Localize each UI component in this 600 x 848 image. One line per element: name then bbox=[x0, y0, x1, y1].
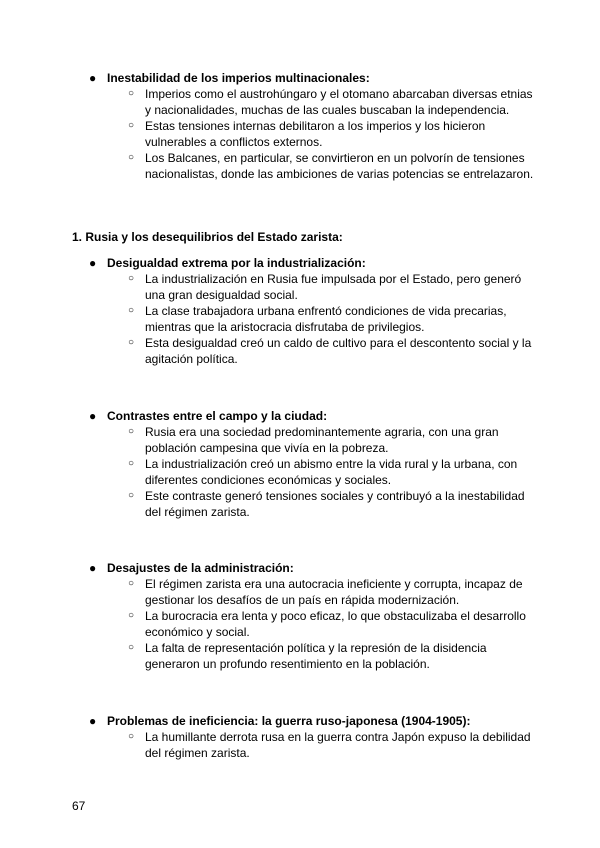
item-text: La falta de representación política y la represión de la disidencia generaron un profundo resentimiento en la población. bbox=[145, 641, 487, 671]
list-item bbox=[0, 271, 600, 303]
list-item bbox=[0, 729, 600, 761]
list-item bbox=[0, 456, 600, 488]
list-item bbox=[0, 335, 600, 367]
sub-bullet-icon: ○ bbox=[128, 88, 135, 99]
list-item bbox=[0, 488, 600, 520]
list-item bbox=[0, 576, 600, 608]
list-item bbox=[0, 303, 600, 335]
bullet-heading bbox=[0, 713, 600, 729]
section-title: Desajustes de la administración: bbox=[107, 561, 294, 575]
bullet-heading bbox=[0, 560, 600, 576]
item-text: Los Balcanes, en particular, se convirtieron en un polvorín de tensiones nacionalistas, donde las ambiciones de varias potencias se entrelazaron. bbox=[145, 151, 534, 181]
section-desigualdad bbox=[0, 255, 600, 367]
list-item bbox=[0, 86, 600, 118]
item-text: La clase trabajadora urbana enfrentó condiciones de vida precarias, mientras que la aristocracia disfrutaba de privilegios. bbox=[145, 304, 507, 334]
bullet-icon: ● bbox=[89, 561, 97, 575]
sub-bullet-icon: ○ bbox=[128, 426, 135, 437]
item-text: Imperios como el austrohúngaro y el otomano abarcaban diversas etnias y nacionalidades, muchas de las cuales buscaban la independencia. bbox=[145, 87, 533, 117]
section-title: Problemas de ineficiencia: la guerra ruso-japonesa (1904-1905): bbox=[107, 714, 471, 728]
section-guerra bbox=[0, 713, 600, 761]
list-item bbox=[0, 424, 600, 456]
item-text: La burocracia era lenta y poco eficaz, lo que obstaculizaba el desarrollo económico y social. bbox=[145, 609, 526, 639]
section-title: Desigualdad extrema por la industrialización: bbox=[107, 256, 366, 270]
sub-bullet-icon: ○ bbox=[128, 731, 135, 742]
page-number: 67 bbox=[72, 799, 86, 813]
item-text: Esta desigualdad creó un caldo de cultivo para el descontento social y la agitación política. bbox=[145, 336, 532, 366]
item-text: Rusia era una sociedad predominantemente agraria, con una gran población campesina que vivía en la pobreza. bbox=[145, 425, 499, 455]
sub-bullet-icon: ○ bbox=[128, 490, 135, 501]
list-item bbox=[0, 118, 600, 150]
sub-bullet-icon: ○ bbox=[128, 610, 135, 621]
sub-bullet-icon: ○ bbox=[128, 642, 135, 653]
section-heading: 1. Rusia y los desequilibrios del Estado zarista: bbox=[72, 230, 343, 244]
list-item bbox=[0, 150, 600, 182]
sub-bullet-icon: ○ bbox=[128, 578, 135, 589]
bullet-icon: ● bbox=[89, 409, 97, 423]
section-title: Inestabilidad de los imperios multinacionales: bbox=[107, 71, 370, 85]
sub-bullet-icon: ○ bbox=[128, 337, 135, 348]
item-text: El régimen zarista era una autocracia ineficiente y corrupta, incapaz de gestionar los desafíos de un país en rápida modernización. bbox=[145, 577, 523, 607]
item-text: La humillante derrota rusa en la guerra contra Japón expuso la debilidad del régimen zarista. bbox=[145, 730, 531, 760]
item-text: Este contraste generó tensiones sociales y contribuyó a la inestabilidad del régimen zarista. bbox=[145, 489, 525, 519]
bullet-heading bbox=[0, 255, 600, 271]
sub-bullet-icon: ○ bbox=[128, 458, 135, 469]
bullet-icon: ● bbox=[89, 256, 97, 270]
sub-bullet-icon: ○ bbox=[128, 305, 135, 316]
item-text: La industrialización creó un abismo entre la vida rural y la urbana, con diferentes condiciones económicas y sociales. bbox=[145, 457, 518, 487]
section-contrastes bbox=[0, 408, 600, 520]
bullet-icon: ● bbox=[89, 71, 97, 85]
section-imperios bbox=[0, 70, 600, 182]
item-text: La industrialización en Rusia fue impulsada por el Estado, pero generó una gran desigualdad social. bbox=[145, 272, 522, 302]
list-item bbox=[0, 640, 600, 672]
bullet-heading bbox=[0, 70, 600, 86]
bullet-heading bbox=[0, 408, 600, 424]
list-item bbox=[0, 608, 600, 640]
section-desajustes bbox=[0, 560, 600, 672]
sub-bullet-icon: ○ bbox=[128, 152, 135, 163]
bullet-icon: ● bbox=[89, 714, 97, 728]
section-title: Contrastes entre el campo y la ciudad: bbox=[107, 409, 328, 423]
item-text: Estas tensiones internas debilitaron a los imperios y los hicieron vulnerables a conflictos externos. bbox=[145, 119, 486, 149]
sub-bullet-icon: ○ bbox=[128, 273, 135, 284]
sub-bullet-icon: ○ bbox=[128, 120, 135, 131]
